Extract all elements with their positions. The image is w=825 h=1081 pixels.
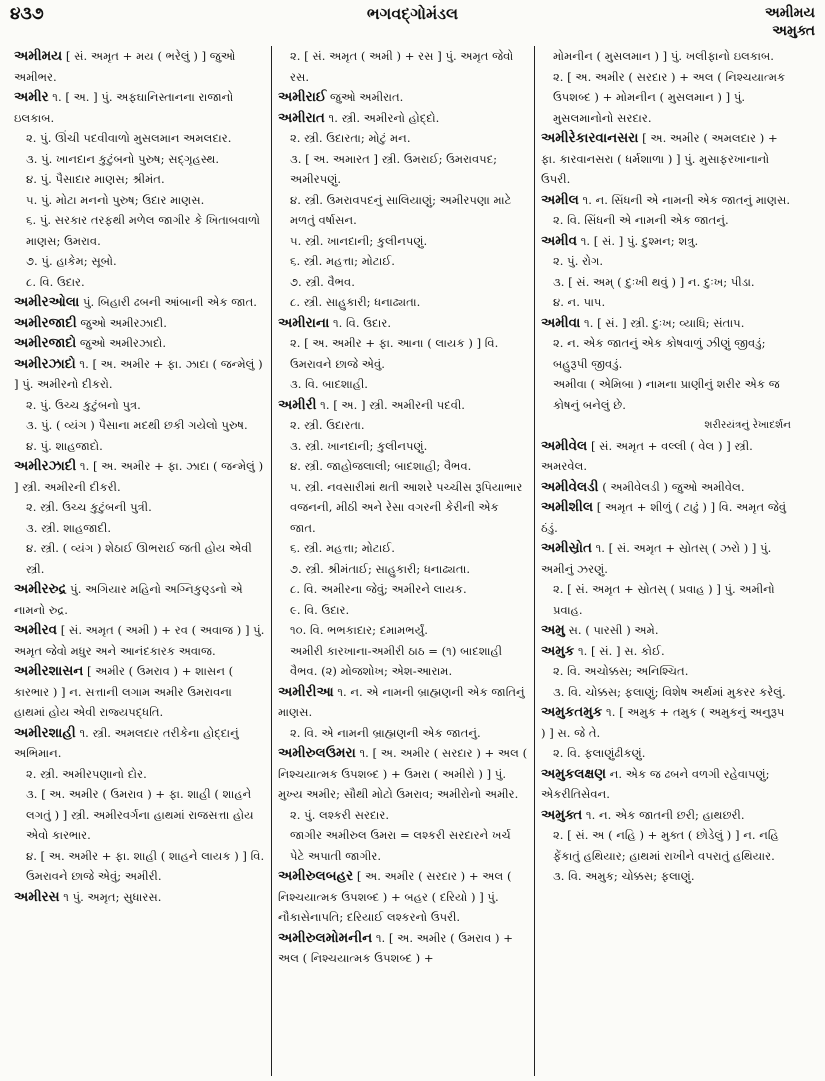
- headword: અમીરાત: [278, 109, 325, 126]
- definition-text: ૮. વિ. ઉદાર.: [26, 274, 85, 289]
- entry-sense: [541, 682, 791, 703]
- definition-text: ૩. સ્ત્રી. શાહજાદી.: [26, 520, 112, 535]
- page-number: ૪૩૭: [10, 4, 44, 24]
- definition-text: ૪. પું. પૈસાદાર માણસ; શ્રીમંત.: [26, 172, 165, 186]
- definition-text: ૨. પું. રોગ.: [553, 254, 604, 268]
- entry-sense: [14, 169, 265, 190]
- definition-text: ૬. સ્ત્રી. મહત્તા; મોટાઈ.: [290, 541, 395, 555]
- column-3: [534, 46, 797, 1076]
- entry-sense: [541, 46, 791, 67]
- dictionary-entry: [278, 743, 528, 805]
- definition-text: ૧. [ અ. અમીર + ફા. ઝાદા ( જન્મેલું ) ] પું. અમીરનો દીકરો.: [14, 356, 263, 391]
- dictionary-entry: [541, 641, 791, 662]
- dictionary-entry: [541, 620, 791, 641]
- definition-text: ૧. ન. સિંધની એ નામની એક જાતનું માણસ.: [578, 192, 791, 207]
- definition-text: ૩. પું. ( વ્યંગ ) પૈસાના મદથી છકી ગયેલો પુરુષ.: [26, 418, 248, 432]
- headword: અમુ: [541, 622, 565, 638]
- definition-text: ૩. પું. ખાનદાન કુટુંબનો પુરુષ; સદ્ગૃહસ્થ.: [26, 151, 220, 166]
- dictionary-entry: [541, 702, 791, 743]
- headword: અમીમય: [14, 48, 63, 64]
- entry-sense: [278, 46, 528, 87]
- dictionary-entry: [278, 108, 528, 129]
- column-1: [8, 46, 271, 1076]
- definition-text: [ સં. અમૃત + વલ્લી ( વેલ ) ] સ્ત્રી. અમરવેલ.: [541, 438, 753, 473]
- dictionary-entry: [541, 436, 791, 477]
- definition-text: પું. બિહારી ઢબની આંબાની એક જાત.: [79, 295, 257, 309]
- headword: અમીરઓલા: [14, 294, 80, 310]
- usage-note: અમીવા ( એમિબા ) નામના પ્રાણીનું શરીર એક જ કોષનું બનેલું છે.: [553, 377, 780, 412]
- entry-sense: [541, 251, 791, 272]
- entry-sense: [278, 292, 528, 313]
- dictionary-entry: [14, 887, 265, 908]
- headword: અમીરજાદો: [14, 335, 77, 351]
- headword: અમીશીલ: [541, 499, 594, 515]
- headword: અમીલ: [541, 191, 579, 208]
- entry-sense: [14, 395, 265, 416]
- headword: અમીવેલ: [541, 437, 588, 454]
- definition-text: ૨. સ્ત્રી. ઉચ્ચ કુટુંબની પુત્રી.: [26, 500, 152, 514]
- entry-sense: [541, 579, 791, 620]
- entry-sense: [278, 559, 528, 580]
- headword: અમીરરુદ્ર: [14, 581, 67, 597]
- definition-text: [ સં. અમૃત ( અમી ) + રવ ( અવાજ ) ] પું. અમૃત જેવો મધુર અને આનંદકારક અવાજ.: [14, 623, 265, 658]
- entry-sense: [541, 743, 791, 764]
- dictionary-entry: [14, 46, 265, 87]
- usage-note: જાગીર અમીરુલ ઉમરા = લશ્કરી સરદારને ખર્ચ પેટે અપાતી જાગીર.: [290, 828, 511, 863]
- entry-sense: [14, 149, 265, 170]
- headword: અમુકલક્ષણ: [541, 765, 607, 782]
- entry-sense: [278, 251, 528, 272]
- headword: અમુકતમુક: [541, 704, 603, 720]
- entry-sense: [14, 538, 265, 579]
- definition-text: ૨. પું. ઉચ્ચ કુટુંબનો પુત્ર.: [26, 397, 141, 412]
- entry-sense: [14, 784, 265, 846]
- headword: અમીરુલબહર: [278, 868, 354, 884]
- guide-word-first: અમીમય: [764, 5, 815, 21]
- definition-text: ૪. સ્ત્રી. જાહોજલાલી; બાદશાહી; વૈભવ.: [290, 459, 472, 473]
- entry-sense: [278, 231, 528, 252]
- definition-text: ૨. [ સં. અમૃત + સ્રોતસ્ ( પ્રવાહ ) ] પું. અમીનો પ્રવાહ.: [553, 582, 775, 617]
- definition-text: ૧. [ અમુક + તમુક ( અમુકનું અનુરૂપ ) ] સ. જે તે.: [541, 705, 785, 740]
- entry-sense: [278, 723, 528, 744]
- entry-sense: [14, 764, 265, 785]
- entry-sense: [278, 620, 528, 641]
- dictionary-entry: [14, 313, 265, 334]
- entry-sense: [14, 415, 265, 436]
- headword: અમુક્ત: [541, 806, 583, 823]
- dictionary-entry: [278, 395, 528, 416]
- definition-text: ૧. [ સં. ] સ. કોઈ.: [574, 643, 665, 658]
- definition-text: ૧. [ અ. અમીર ( ઉમરાવ ) + અલ ( નિશ્ચયાત્મક ઉપશબ્દ ) +: [278, 930, 513, 965]
- definition-text: ૧. [ સં. અમૃત + સ્રોતસ્ ( ઝરો ) ] પું. અમીનું ઝરણું.: [541, 541, 772, 576]
- entry-sense: [278, 477, 528, 539]
- definition-text: ૧. [ સં. ] પું. દુશ્મન; શત્રુ.: [577, 233, 699, 248]
- entry-sense: [278, 415, 528, 436]
- definition-text: ૨. સ્ત્રી. અમીરપણાનો દોર.: [26, 766, 147, 781]
- definition-text: [ અમીર ( ઉમરાવ ) + શાસન ( કારભાર ) ] ન. સત્તાની લગામ અમીર ઉમરાવના હાથમાં હોય એવી રાજ્યપદ્ધતિ.: [14, 664, 234, 719]
- definition-text: ૨. વિ. અચોક્કસ; અનિશ્ચિત.: [553, 664, 689, 678]
- definition-text: ૩. [ અ. અમારત ] સ્ત્રી. ઉમરાઈ; ઉમરાવપદ; અમીરપણું.: [290, 151, 498, 186]
- definition-text: ૨. ન. એક જાતનું એક કોષવાળું ઝીણું જીવડું; બહુરૂપી જીવડું.: [553, 336, 766, 371]
- dictionary-entry: [14, 333, 265, 354]
- dictionary-entry: [278, 313, 528, 334]
- dictionary-entry: [541, 497, 791, 538]
- dictionary-entry: [14, 354, 265, 395]
- entry-sense: [278, 538, 528, 559]
- dictionary-entry: [541, 538, 791, 579]
- entry-sense: [541, 825, 791, 866]
- definition-text: ૩. વિ. અમુક; ચોક્કસ; ફલાણું.: [553, 869, 695, 883]
- headword: અમીરસ: [14, 888, 60, 905]
- entry-sense: [14, 128, 265, 149]
- entry-sense: [14, 251, 265, 272]
- entry-sense: [14, 190, 265, 211]
- figure-caption: શરીરયંત્રનું રેખાદર્શન: [704, 419, 791, 431]
- dictionary-entry: [14, 661, 265, 723]
- definition-text: [ સં. અમૃત + મય ( ભરેલું ) ] જુઓ અમીભર.: [14, 49, 236, 84]
- entry-sense: [541, 292, 791, 313]
- entry-sense: [278, 333, 528, 374]
- entry-sense: [278, 436, 528, 457]
- definition-text: ૯. વિ. ઉદાર.: [290, 602, 350, 617]
- definition-text: [ અ. અમીર ( સરદાર ) + અલ ( નિશ્ચયાત્મક ઉપશબ્દ ) + બહર ( દરિયો ) ] પું. નૌકાસેનાપતિ; દરિયાઈ લશ્કરનો ઉપરી.: [278, 869, 512, 924]
- definition-text: ૪. [ અ. અમીર + ફા. શાહી ( શાહને લાયક ) ] વિ. ઉમરાવને છાજે એવું; અમીરી.: [26, 848, 265, 883]
- definition-text: પું. અગિયાર મહિનો અગ્નિકુણ્ડનો એ નામનો રુદ્ર.: [14, 582, 243, 617]
- entry-sense: [541, 661, 791, 682]
- entry-sense: [278, 374, 528, 395]
- definition-text: સ. ( પારસી ) અમે.: [564, 623, 659, 637]
- definition-text: જુઓ અમીરઝાદો.: [76, 336, 167, 350]
- definition-text: ૧. વિ. ઉદાર.: [329, 315, 392, 330]
- entry-sense: [541, 272, 791, 293]
- headword: અમીવ: [541, 232, 578, 249]
- definition-text: ૧. [ અ. ] પું. અફઘાનિસ્તાનના રાજાનો ઇલકાબ.: [14, 90, 234, 125]
- entry-sense: [278, 579, 528, 600]
- definition-text: ૮. સ્ત્રી. સાહુકારી; ધનાઢ્યતા.: [290, 295, 421, 309]
- entry-sense: [14, 436, 265, 457]
- definition-text: ૧. સ્ત્રી. અમલદાર તરીકેના હોદ્દાનું અભિમાન.: [14, 725, 239, 760]
- definition-text: ૧. ન. એ નામની બ્રાહ્મણની એક જાતિનું માણસ.: [278, 684, 525, 719]
- dictionary-entry: [278, 682, 528, 723]
- definition-text: ૧. સ્ત્રી. અમીરનો હોદ્દો.: [324, 110, 440, 125]
- headword: અમીરવ: [14, 622, 58, 638]
- dictionary-entry: [541, 190, 791, 211]
- definition-text: ૩. સ્ત્રી. ખાનદાની; કુલીનપણું.: [290, 438, 428, 453]
- definition-text: ૪. સ્ત્રી. ( વ્યંગ ) શેઠાઈ ઊભરાઈ જતી હોય એવી સ્ત્રી.: [26, 541, 252, 576]
- headword: અમીરુલઉમરા: [278, 745, 356, 761]
- guide-words: [765, 4, 815, 40]
- dictionary-entry: [14, 620, 265, 661]
- dictionary-entry: [14, 456, 265, 497]
- headword: અમીર: [14, 89, 49, 105]
- definition-text: ૨. પું. લશ્કરી સરદાર.: [290, 807, 390, 822]
- dictionary-entry: [14, 579, 265, 620]
- dictionary-entry: [541, 128, 791, 190]
- headword: અમીરાના: [278, 314, 330, 331]
- definition-text: ૪. સ્ત્રી. ઉમરાવપદનું સાલિયાણું; અમીરપણા માટે મળતું વર્ષાસન.: [290, 192, 512, 227]
- entry-sense: [14, 497, 265, 518]
- definition-text: [ અમૃત + શીળું ( ટાઢું ) ] વિ. અમૃત જેવું ઠંડું.: [541, 500, 787, 535]
- headword: અમીરુલમોમનીન: [278, 929, 373, 946]
- definition-text: ૧. [ અ. ] સ્ત્રી. અમીરની પદવી.: [316, 397, 465, 412]
- headword: અમીસ્રોત: [541, 540, 592, 556]
- definition-text: ૨. [ સં. અ ( નહિ ) + મુક્ત ( છોડેલું ) ] ન. નહિ ફેંકાતું હથિયાર; હાથમાં રાખીને વપરાતું હથિયાર.: [553, 828, 779, 863]
- entry-sense: [541, 866, 791, 887]
- dictionary-entry: [278, 928, 528, 969]
- entry-sense: [541, 333, 791, 374]
- headword: અમીવા: [541, 314, 581, 331]
- dictionary-entry: [14, 723, 265, 764]
- entry-sense: [14, 518, 265, 539]
- page-header: [0, 0, 825, 44]
- definition-text: ૧. [ સં. ] સ્ત્રી. દુઃખ; વ્યાધિ; સંતાપ.: [580, 315, 745, 330]
- entry-sense: [541, 67, 791, 129]
- definition-text: ૨. વિ. ફલાણુંઢીકણું.: [553, 746, 646, 760]
- definition-text: ન. એક જ ઢબને વળગી રહેવાપણું; એકરીતિસેવન.: [541, 766, 770, 801]
- definition-text: ૧ પું. અમૃત; સુધારસ.: [59, 889, 162, 904]
- definition-text: ૮. વિ. અમીરના જેવું; અમીરને લાયક.: [290, 582, 467, 596]
- definition-text: ૩. [ અ. અમીર ( ઉમરાવ ) + ફા. શાહી ( શાહને લગતું ) ] સ્ત્રી. અમીરવર્ગના હાથમાં રાજસત્તા હોય એવો કારભાર.: [26, 787, 254, 842]
- definition-text: ૬. પું. સરકાર તરફથી મળેલ જાગીર કે ખિતાબવાળો માણસ; ઉમરાવ.: [26, 213, 261, 248]
- headword: અમીરી: [278, 396, 317, 413]
- definition-text: ૫. સ્ત્રી. ખાનદાની; કુલીનપણું.: [290, 233, 428, 248]
- definition-text: મોમનીન ( મુસલમાન ) ] પું. ખલીફાનો ઇલકાબ.: [553, 49, 774, 63]
- definition-text: ૨. [ સં. અમૃત ( અમી ) + રસ ] પું. અમૃત જેવો રસ.: [290, 49, 514, 84]
- column-2: [271, 46, 534, 1076]
- entry-sense: [14, 210, 265, 251]
- entry-sense: [278, 128, 528, 149]
- dictionary-entry: [541, 231, 791, 252]
- entry-sense: [278, 456, 528, 477]
- guide-word-last: અમુક્ત: [772, 23, 815, 39]
- entry-sense: [14, 846, 265, 887]
- entry-sense: [278, 272, 528, 293]
- definition-text: જુઓ અમીરાત.: [326, 90, 404, 104]
- definition-text: ૭. સ્ત્રી. શ્રીમંતાઈ; સાહુકારી; ધનાઢ્યતા.: [290, 561, 471, 576]
- definition-text: ૩. વિ. બાદશાહી.: [290, 377, 368, 391]
- headword: અમીરઝાદો: [14, 355, 76, 372]
- dictionary-entry: [541, 805, 791, 826]
- definition-text: ૬. સ્ત્રી. મહત્તા; મોટાઈ.: [290, 254, 395, 268]
- dictionary-entry: [541, 477, 791, 498]
- headword: અમીરશાહી: [14, 724, 76, 741]
- headword: અમીરશાસન: [14, 663, 84, 679]
- dictionary-entry: [14, 292, 265, 313]
- dictionary-entry: [14, 87, 265, 128]
- entry-sense: [541, 210, 791, 231]
- headword: અમીરઝાદી: [14, 458, 77, 474]
- entry-sense: [14, 272, 265, 293]
- definition-text: ૨. સ્ત્રી. ઉદારતા.: [290, 418, 365, 432]
- definition-text: જુઓ અમીરઝાદી.: [76, 315, 167, 330]
- running-title: ભગવદ્ગોમંડલ: [366, 4, 459, 23]
- entry-sense: [278, 600, 528, 621]
- definition-text: ૨. વિ. સિંધની એ નામની એક જાતનું.: [553, 213, 729, 227]
- definition-text: ૧. [ અ. અમીર ( સરદાર ) + અલ ( નિશ્ચયાત્મક ઉપશબ્દ ) + ઉમરા ( અમીરો ) ] પું. મુખ્ય અમીર; સૌથી મોટો ઉમરાવ; અમીરોનો અમીર.: [278, 746, 528, 801]
- definition-text: ૨. પું. ઊંચી પદવીવાળો મુસલમાન અમલદાર.: [26, 131, 232, 145]
- dictionary-entry: [278, 87, 528, 108]
- definition-text: ૪. પું. શાહજાદો.: [26, 438, 103, 453]
- entry-sense: [278, 190, 528, 231]
- entry-sense: [278, 149, 528, 190]
- definition-text: ૨. [ અ. અમીર ( સરદાર ) + અલ ( નિશ્ચયાત્મક ઉપશબ્દ ) + મોમનીન ( મુસલમાન ) ] પું. મુસલમાનોનો સરદાર.: [553, 69, 786, 125]
- definition-text: ૫. સ્ત્રી. નવસારીમાં થતી આશરે પચ્ચીસ રૂપિયાભાર વજનની, મીઠી અને રેસા વગરની કેરીની એક જાત.: [290, 479, 523, 535]
- definition-text: ૫. પું. મોટા મનનો પુરુષ; ઉદાર માણસ.: [26, 192, 205, 207]
- definition-text: ૩. વિ. ચોક્કસ; ફલાણું; વિશેષ અર્થમાં મુકરર કરેલું.: [553, 684, 786, 699]
- entry-sense: [278, 805, 528, 826]
- headword: અમીરાઈ: [278, 89, 327, 105]
- headword: અમુક: [541, 642, 575, 659]
- definition-text: ૧. [ અ. અમીર + ફા. ઝાદા ( જન્મેલું ) ] સ્ત્રી. અમીરની દીકરી.: [14, 459, 264, 494]
- dictionary-entry: [278, 866, 528, 928]
- definition-text: ૨. વિ. એ નામની બ્રાહ્મણની એક જાતનું.: [290, 725, 481, 740]
- dictionary-entry: [541, 313, 791, 334]
- headword: અમીવેલડી: [541, 478, 599, 495]
- definition-text: ૨. [ અ. અમીર + ફા. આના ( લાયક ) ] વિ. ઉમરાવને છાજે એવું.: [290, 336, 499, 371]
- dictionary-entry: [541, 764, 791, 805]
- definition-text: ૨. સ્ત્રી. ઉદારતા; મોટું મન.: [290, 131, 411, 145]
- dictionary-columns: [8, 46, 817, 1076]
- definition-text: ૪. ન. પાપ.: [553, 295, 606, 309]
- definition-text: ૭. સ્ત્રી. વૈભવ.: [290, 274, 355, 289]
- definition-text: ૭. પું. હાકેમ; સૂબો.: [26, 254, 117, 268]
- definition-text: [ અ. અમીર ( અમલદાર ) + ફા. કારવાનસરા ( ધર્મશાળા ) ] પું. મુસાફરખાનાનો ઉપરી.: [541, 131, 778, 186]
- definition-text: ૧. ન. એક જાતની છરી; હાથછરી.: [582, 807, 745, 822]
- headword: અમીરજાદી: [14, 314, 77, 331]
- headword: અમીરેકારવાનસરા: [541, 130, 639, 146]
- definition-text: ૩. [ સં. અમ્ ( દુઃખી થવું ) ] ન. દુઃખ; પીડા.: [553, 274, 755, 289]
- definition-text: ( અમીવેલડી ) જુઓ અમીવેલ.: [598, 479, 745, 494]
- usage-note: અમીરી કારખાના-અમીરી ઠાઠ = (૧) બાદશાહી વૈભવ. (૨) મોજશોખ; એશ-આરામ.: [290, 643, 503, 678]
- definition-text: ૧૦. વિ. ભભકાદાર; દમામભર્યું.: [290, 623, 428, 637]
- headword: અમીરીઆ: [278, 683, 334, 700]
